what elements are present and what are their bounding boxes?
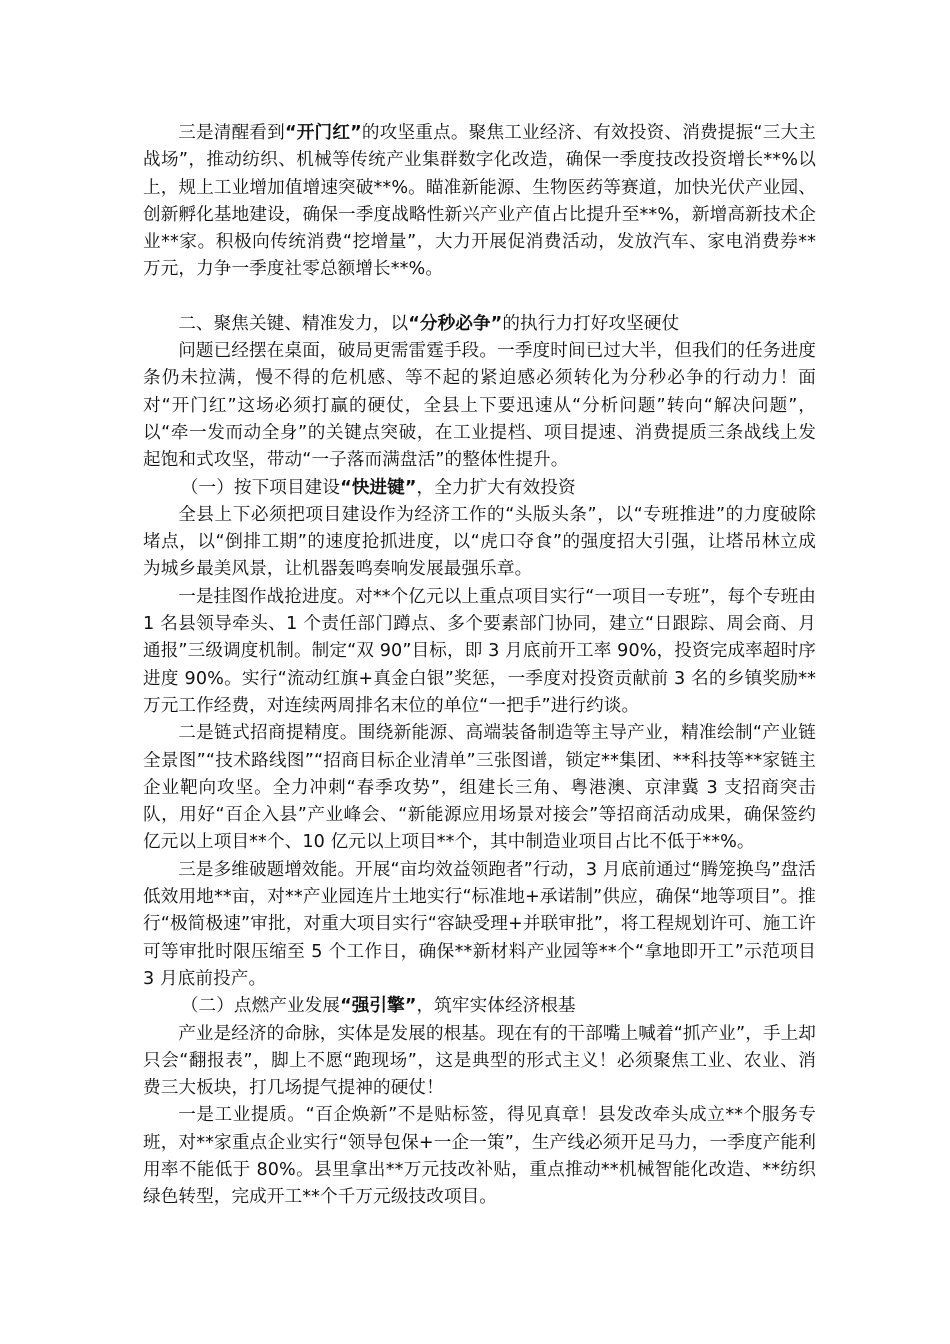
heading-text: ，全力扩大有效投资 bbox=[416, 477, 576, 498]
heading-text: ，筑牢实体经济根基 bbox=[416, 996, 576, 1017]
heading-text: 二、聚焦关键、精准发力，以 bbox=[178, 313, 409, 334]
heading-text: 的执行力打好攻坚硬仗 bbox=[502, 313, 680, 334]
paragraph-problem-statement: 问题已经摆在桌面，破局更需雷霆手段。一季度时间已过大半，但我们的任务进度条仍未拉满，慢不得的危机感、等不起的紧迫感必须转化为分秒必争的行动力！面对“开门红”这场必须打赢的硬仗，全县上下要迅速从“分析问题”转向“解决问题”，以“牵一发而动全身”的关键点突破，在工业提档、项目提速、消费提质三条战线上发起饱和式攻坚，带动“一子落而满盘活”的整体性提升。 bbox=[143, 341, 816, 471]
quoted-term: “快进键” bbox=[340, 477, 417, 498]
heading-text: （二）点燃产业发展 bbox=[180, 996, 341, 1017]
subsection-heading-2 bbox=[143, 993, 816, 1020]
subsection-heading-1 bbox=[143, 475, 816, 502]
paragraph-efficiency: 三是多维破题增效能。开展“亩均效益领跑者”行动，3 月底前通过“腾笼换鸟”盘活低效用地**亩，对**产业园连片土地实行“标准地+承诺制”供应，确保“地等项目”。推行“极简极速”审批，对重大项目实行“容缺受理+并联审批”，将工程规划许可、施工许可等审批时限压缩至 5 个工作日，确保**新材料产业园等**个“拿地即开工”示范项目 3 月底前投产。 bbox=[143, 859, 816, 989]
document-page bbox=[143, 120, 816, 1212]
quoted-term: “分秒必争” bbox=[408, 313, 503, 334]
paragraph-progress: 一是挂图作战抢进度。对**个亿元以上重点项目实行“一项目一专班”，每个专班由 1 名县领导牵头、1 个责任部门蹲点、多个要素部门协同，建立“日跟踪、周会商、月通报”三级调度机制。制定“双 90”目标，即 3 月底前开工率 90%，投资完成率超时序进度 90%。实行“流动红旗+真金白银”奖惩，一季度对投资贡献前 3 名的乡镇奖励**万元工作经费，对连续两周排名末位的单位“一把手”进行约谈。 bbox=[143, 586, 817, 716]
paragraph-industry-intro: 产业是经济的命脉，实体是发展的根基。现在有的干部嘴上喊着“抓产业”，手上却只会“翻报表”，脚上不愿“跑现场”，这是典型的形式主义！必须聚焦工业、农业、消费三大板块，打几场提气提神的硬仗！ bbox=[143, 1023, 816, 1099]
quoted-term: “强引擎” bbox=[340, 996, 417, 1017]
paragraph-industry-quality: 一是工业提质。“百企焕新”不是贴标签，得见真章！县发改牵头成立**个服务专班，对**家重点企业实行“领导包保+一企一策”，生产线必须开足马力，一季度产能利用率不能低于 80%。县里拿出**万元技改补贴，重点推动**机械智能化改造、**纺织绿色转型，完成开工**个千万元级技改项目。 bbox=[143, 1105, 816, 1208]
paragraph-focus-points bbox=[143, 120, 816, 284]
paragraph-project-intro: 全县上下必须把项目建设作为经济工作的“头版头条”，以“专班推进”的力度破除堵点，以“倒排工期”的速度抢抓进度，以“虎口夺食”的强度招大引强，让塔吊林立成为城乡最美风景，让机器轰鸣奏响发展最强乐章。 bbox=[143, 504, 816, 580]
paragraph-text: 的攻坚重点。聚焦工业经济、有效投资、消费提振“三大主战场”，推动纺织、机械等传统产业集群数字化改造，确保一季度技改投资增长**%以上，规上工业增加值增速突破**%。瞄准新能源、生物医药等赛道，加快光伏产业园、创新孵化基地建设，确保一季度战略性新兴产业产值占比提升至**%，新增高新技术企业**家。积极向传统消费“挖增量”，大力开展促消费活动，发放汽车、家电消费券**万元，力争一季度社零总额增长**%。 bbox=[143, 123, 816, 280]
section-heading-2 bbox=[143, 311, 816, 338]
heading-text: （一）按下项目建设 bbox=[180, 477, 341, 498]
paragraph-investment-attraction: 二是链式招商提精度。围绕新能源、高端装备制造等主导产业，精准绘制“产业链全景图”“技术路线图”“招商目标企业清单”三张图谱，锁定**集团、**科技等**家链主企业靶向攻坚。全力冲刺“春季攻势”，组建长三角、粤港澳、京津冀 3 支招商突击队，用好“百企入县”产业峰会、“新能源应用场景对接会”等招商活动成果，确保签约亿元以上项目**个、10 亿元以上项目**个，其中制造业项目占比不低于**%。 bbox=[143, 723, 816, 853]
quoted-term: “开门红” bbox=[284, 123, 362, 143]
paragraph-text: 三是清醒看到 bbox=[178, 123, 285, 143]
